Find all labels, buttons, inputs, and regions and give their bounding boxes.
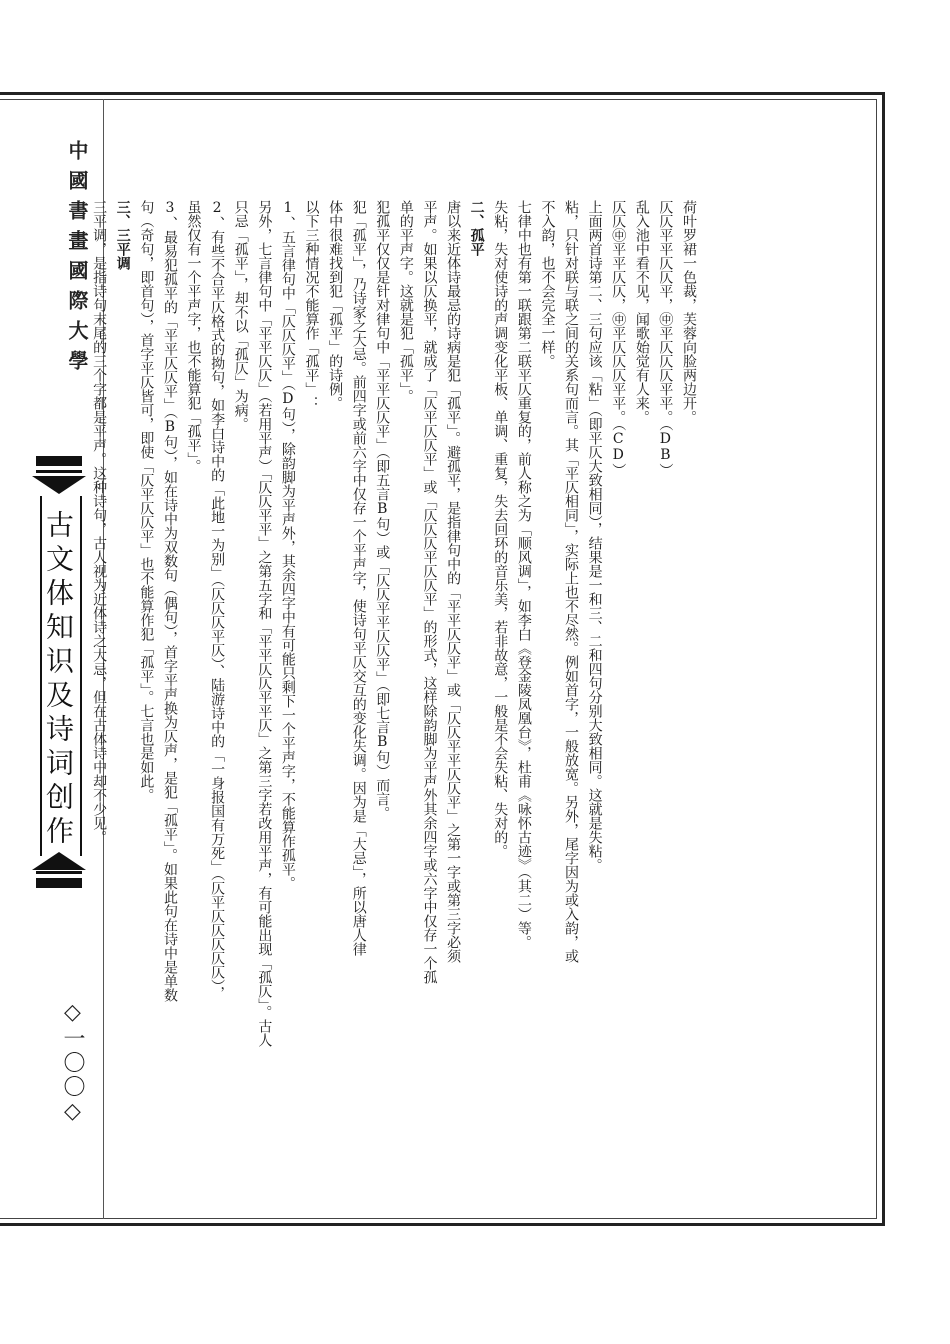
text-line: 只忌「孤平」，却不以「孤仄」为病。 bbox=[232, 200, 249, 431]
text-line: 单的平声字。这就是犯「孤平」。 bbox=[397, 200, 414, 403]
title-chevron-bottom bbox=[32, 852, 86, 870]
school-name: 中國書畫國際大學 bbox=[65, 140, 89, 380]
text-line: 2、有些不合平仄格式的拗句，如李白诗中的「此地一为别」（仄仄仄平仄）、陆游诗中的「一身报国有万死」（仄平仄仄仄仄仄）， bbox=[209, 200, 226, 1000]
text-line: 乱入池中看不见，闻歌始觉有人来。 bbox=[633, 200, 650, 424]
text-line: 平声。如果以仄换平，就成了「仄平仄仄平」或「仄仄仄平仄仄平」的形式，这样除韵脚为平声外其余四字或六字中仅存一个孤 bbox=[421, 200, 438, 984]
body-text bbox=[91, 200, 700, 1120]
page-frame-right bbox=[882, 92, 885, 1226]
text-line: 虽然仅有一个平声字，也不能算犯「孤平」。 bbox=[185, 200, 202, 473]
title-chevron-top bbox=[32, 476, 86, 494]
book-title: 古文体知识及诗词创作 bbox=[42, 510, 75, 850]
text-line: 粘，只针对联与联之间的关系句而言。其「平仄相同」，实际上也不尽然。例如首字，一般放宽。另外，尾字因为或入韵，或 bbox=[563, 200, 580, 963]
text-line: 唐以来近体诗最忌的诗病是犯「孤平」。避孤平，是指律句中的「平平仄仄平」或「仄仄平平仄仄平」之第一字或第三字必须 bbox=[445, 200, 462, 963]
text-line: 以下三种情况不能算作「孤平」： bbox=[303, 200, 320, 410]
text-line: 犯孤平仅仅是针对律句中「平平仄仄平」（即五言B句）或「仄仄平平仄仄平」（即七言B句）而言。 bbox=[374, 200, 391, 820]
section-heading: 三、三平调 bbox=[114, 200, 131, 270]
text-line: 1、五言律句中「仄仄仄平」（D句），除韵脚为平声外，其余四字中有可能只剩下一个平声字，不能算作孤平。 bbox=[279, 200, 296, 890]
text-line: 上面两首诗第二、三句应该「粘」（即平仄大致相同），结果是一和三、二和四句分别大致相同。这就是失粘。 bbox=[586, 200, 603, 872]
text-line: 仄仄平平仄仄平，㊥平仄仄仄平平。（DB） bbox=[657, 200, 674, 477]
text-line: 不入韵，也不会完全一样。 bbox=[539, 200, 556, 368]
page-frame-top bbox=[0, 92, 885, 95]
text-line: 三平调，是指诗句末尾的三个字都是平声。这种诗句，古人视为近体诗之大忌，但在古体诗中却不少见。 bbox=[91, 200, 108, 844]
page-inner-rule-bottom bbox=[0, 1218, 877, 1219]
text-line: 失粘，失对使诗的声调变化平板、单调、重复，失去回环的音乐美，若非故意，一般是不会失粘、失对的。 bbox=[492, 200, 509, 858]
title-ornament-bottom bbox=[36, 878, 82, 888]
text-line: 犯「孤平」，乃诗家之大忌。前四字或前六字中仅存一个平声字，使诗句平仄交互的变化失调。因为是「大忌」，所以唐人律 bbox=[350, 200, 367, 956]
title-ornament-bottom-line bbox=[36, 871, 82, 874]
page-frame-bottom bbox=[0, 1223, 885, 1226]
page-inner-rule-top bbox=[0, 99, 877, 100]
text-line: 句（奇句，即首句），首字平仄皆可，即使「仄平仄仄平」也不能算作犯「孤平」。七言也是如此。 bbox=[138, 200, 155, 802]
text-line: 七律中也有第一联跟第二联平仄重复的，前人称之为「顺风调」，如李白《登金陵凤凰台》，杜甫《咏怀古迹》（其二）等。 bbox=[515, 200, 532, 949]
title-ornament-top-line bbox=[36, 470, 82, 473]
section-heading: 二、孤平 bbox=[468, 200, 485, 256]
page-number: ◇一〇〇◇ bbox=[60, 1000, 85, 1126]
page-inner-rule-right bbox=[876, 99, 877, 1219]
text-line: 另外，七言律句中「平平仄仄」（若用平声）「仄仄平平」之第五字和「平平仄仄平平仄」之第三字若改用平声，有可能出现「孤仄」。古人 bbox=[256, 200, 273, 1047]
text-line: 荷叶罗裙一色裁，芙蓉向脸两边开。 bbox=[681, 200, 697, 424]
title-ornament-top bbox=[36, 456, 82, 466]
text-line: 3、最易犯孤平的「平平仄仄平」（B句），如在诗中为双数句（偶句），首字平声换为仄声，是犯「孤平」。如果此句在诗中是单数 bbox=[161, 200, 178, 1002]
text-line: 仄仄㊥平平仄仄，㊥平仄仄仄平平。（CD） bbox=[610, 200, 627, 477]
text-line: 体中很难找到犯「孤平」的诗例。 bbox=[327, 200, 344, 410]
